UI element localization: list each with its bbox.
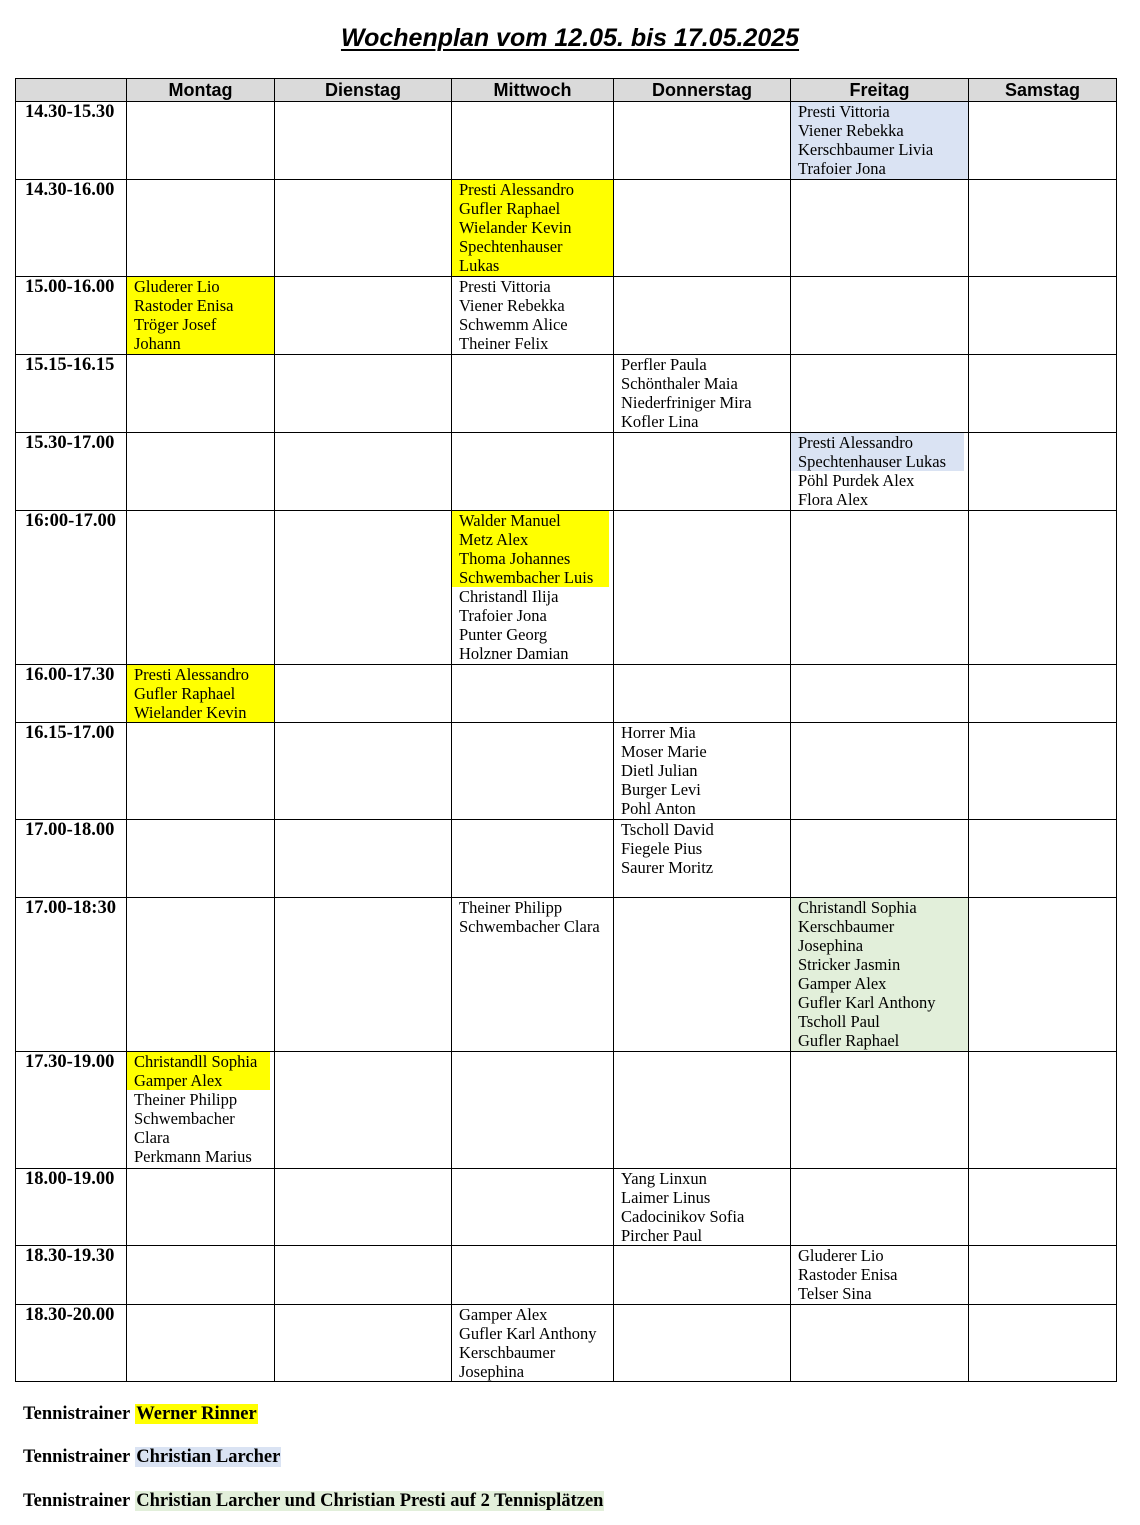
- participant-name: Viener Rebekka: [798, 121, 904, 140]
- schedule-cell-donnerstag: [614, 898, 791, 1052]
- schedule-cell-montag: [127, 820, 275, 898]
- participant-name: Gufler Raphael: [798, 1031, 900, 1050]
- schedule-cell-montag: [127, 1052, 275, 1169]
- schedule-cell-montag: [127, 1169, 275, 1246]
- schedule-cell-mittwoch: [452, 1246, 614, 1305]
- time-slot-label: 17.00-18:30: [16, 898, 127, 1052]
- participant-group: [452, 1305, 613, 1381]
- time-slot-label: 18.00-19.00: [16, 1169, 127, 1246]
- participant-name: Gufler Karl Anthony: [459, 1324, 597, 1343]
- participant-name: Thoma Johannes: [459, 549, 571, 568]
- schedule-cell-mittwoch: [452, 820, 614, 898]
- participant-name: Josephina: [459, 1362, 525, 1381]
- schedule-cell-montag: [127, 898, 275, 1052]
- schedule-cell-dienstag: [275, 1246, 452, 1305]
- participant-name: Gamper Alex: [134, 1071, 223, 1090]
- participant-name: Trafoier Jona: [459, 606, 547, 625]
- schedule-cell-freitag: [791, 511, 969, 665]
- schedule-cell-dienstag: [275, 1305, 452, 1382]
- participant-name: Horrer Mia: [621, 723, 696, 742]
- schedule-cell-freitag: [791, 355, 969, 433]
- participant-name: Schwembacher: [134, 1109, 235, 1128]
- time-slot-label: 16:00-17.00: [16, 511, 127, 665]
- schedule-cell-samstag: [969, 277, 1117, 355]
- schedule-cell-dienstag: [275, 898, 452, 1052]
- time-slot-label: 18.30-19.30: [16, 1246, 127, 1305]
- schedule-table: [15, 78, 1117, 1382]
- participant-name: Josephina: [798, 936, 864, 955]
- schedule-cell-dienstag: [275, 723, 452, 820]
- participant-name: Punter Georg: [459, 625, 548, 644]
- schedule-cell-montag: [127, 433, 275, 511]
- schedule-cell-dienstag: [275, 1169, 452, 1246]
- participant-name: Perfler Paula: [621, 355, 707, 374]
- schedule-cell-freitag: [791, 102, 969, 180]
- schedule-cell-samstag: [969, 433, 1117, 511]
- participant-name: Schwemm Alice: [459, 315, 568, 334]
- participant-name: Moser Marie: [621, 742, 707, 761]
- schedule-cell-samstag: [969, 820, 1117, 898]
- schedule-cell-freitag: [791, 433, 969, 511]
- participant-name: Fiegele Pius: [621, 839, 703, 858]
- schedule-cell-montag: [127, 102, 275, 180]
- participant-name: Laimer Linus: [621, 1188, 711, 1207]
- schedule-cell-donnerstag: [614, 1169, 791, 1246]
- participant-name: Gufler Raphael: [459, 199, 561, 218]
- schedule-cell-donnerstag: [614, 102, 791, 180]
- schedule-cell-freitag: [791, 180, 969, 277]
- participant-name: Kerschbaumer: [459, 1343, 556, 1362]
- schedule-cell-mittwoch: [452, 433, 614, 511]
- participant-name: Presti Alessandro: [134, 665, 250, 684]
- participant-name: Tscholl David: [621, 820, 714, 839]
- schedule-cell-mittwoch: [452, 1305, 614, 1382]
- participant-name: Gluderer Lio: [134, 277, 220, 296]
- participant-name: Gamper Alex: [798, 974, 887, 993]
- schedule-cell-samstag: [969, 102, 1117, 180]
- schedule-cell-dienstag: [275, 511, 452, 665]
- highlighted-group: [791, 433, 964, 471]
- schedule-cell-mittwoch: [452, 1169, 614, 1246]
- participant-name: Walder Manuel: [459, 511, 561, 530]
- participant-name: Metz Alex: [459, 530, 529, 549]
- participant-group: [452, 277, 613, 353]
- time-slot-label: 17.00-18.00: [16, 820, 127, 898]
- participant-name: Presti Alessandro: [798, 433, 914, 452]
- participant-name: Trafoier Jona: [798, 159, 886, 178]
- schedule-cell-freitag: [791, 1305, 969, 1382]
- legend-label: Tennistrainer: [23, 1447, 131, 1467]
- participant-name: Cadocinikov Sofia: [621, 1207, 745, 1226]
- participant-name: Gufler Raphael: [134, 684, 236, 703]
- schedule-cell-montag: [127, 180, 275, 277]
- schedule-cell-donnerstag: [614, 433, 791, 511]
- schedule-cell-donnerstag: [614, 820, 791, 898]
- schedule-cell-samstag: [969, 180, 1117, 277]
- highlighted-group: [127, 277, 274, 354]
- schedule-cell-donnerstag: [614, 1305, 791, 1382]
- highlighted-group: [127, 1052, 270, 1090]
- schedule-cell-montag: [127, 355, 275, 433]
- schedule-cell-samstag: [969, 511, 1117, 665]
- participant-group: [127, 1090, 274, 1166]
- participant-group: [791, 471, 968, 509]
- participant-name: Burger Levi: [621, 780, 701, 799]
- schedule-cell-samstag: [969, 1169, 1117, 1246]
- participant-name: Yang Linxun: [621, 1169, 707, 1188]
- header-day-donnerstag: Donnerstag: [614, 79, 791, 102]
- schedule-cell-freitag: [791, 665, 969, 723]
- schedule-cell-samstag: [969, 355, 1117, 433]
- participant-name: Holzner Damian: [459, 644, 569, 663]
- schedule-cell-montag: [127, 1246, 275, 1305]
- schedule-cell-mittwoch: [452, 180, 614, 277]
- schedule-cell-dienstag: [275, 277, 452, 355]
- schedule-cell-dienstag: [275, 355, 452, 433]
- participant-name: Niederfriniger Mira: [621, 393, 752, 412]
- participant-group: [452, 898, 613, 936]
- schedule-cell-mittwoch: [452, 277, 614, 355]
- header-day-dienstag: Dienstag: [275, 79, 452, 102]
- participant-name: Dietl Julian: [621, 761, 698, 780]
- time-slot-label: 16.15-17.00: [16, 723, 127, 820]
- highlighted-group: [452, 511, 609, 587]
- schedule-cell-donnerstag: [614, 1052, 791, 1169]
- page-title-container: [0, 23, 1140, 53]
- time-slot-label: 15.30-17.00: [16, 433, 127, 511]
- participant-group: [452, 587, 613, 663]
- schedule-cell-freitag: [791, 1052, 969, 1169]
- participant-group: [614, 1169, 790, 1245]
- header-time-column: [16, 79, 127, 102]
- participant-name: Kerschbaumer Livia: [798, 140, 934, 159]
- participant-name: Pohl Anton: [621, 799, 696, 818]
- participant-name: Theiner Felix: [459, 334, 549, 353]
- schedule-cell-donnerstag: [614, 355, 791, 433]
- legend-label: Tennistrainer: [23, 1404, 131, 1424]
- schedule-cell-dienstag: [275, 820, 452, 898]
- schedule-cell-mittwoch: [452, 898, 614, 1052]
- schedule-cell-montag: [127, 277, 275, 355]
- schedule-cell-dienstag: [275, 180, 452, 277]
- participant-group: [614, 723, 790, 818]
- participant-name: Schwembacher Clara: [459, 917, 600, 936]
- schedule-cell-donnerstag: [614, 723, 791, 820]
- schedule-cell-mittwoch: [452, 723, 614, 820]
- header-day-montag: Montag: [127, 79, 275, 102]
- schedule-cell-freitag: [791, 1169, 969, 1246]
- schedule-cell-dienstag: [275, 665, 452, 723]
- participant-name: Christandl Sophia: [798, 898, 917, 917]
- legend-row-larcher-presti: [23, 1490, 604, 1512]
- participant-name: Pöhl Purdek Alex: [798, 471, 915, 490]
- time-slot-label: 18.30-20.00: [16, 1305, 127, 1382]
- participant-name: Pircher Paul: [621, 1226, 703, 1245]
- participant-name: Wielander Kevin: [134, 703, 247, 722]
- schedule-cell-freitag: [791, 1246, 969, 1305]
- participant-name: Wielander Kevin: [459, 218, 572, 237]
- highlighted-group: [791, 102, 968, 179]
- schedule-cell-donnerstag: [614, 511, 791, 665]
- schedule-cell-mittwoch: [452, 511, 614, 665]
- schedule-cell-mittwoch: [452, 355, 614, 433]
- participant-name: Kofler Lina: [621, 412, 699, 431]
- schedule-cell-montag: [127, 723, 275, 820]
- participant-name: Flora Alex: [798, 490, 869, 509]
- schedule-cell-donnerstag: [614, 277, 791, 355]
- schedule-cell-montag: [127, 665, 275, 723]
- participant-name: Presti Vittoria: [459, 277, 551, 296]
- participant-name: Rastoder Enisa: [798, 1265, 898, 1284]
- highlighted-group: [127, 665, 274, 722]
- participant-group: [614, 355, 790, 431]
- participant-name: Saurer Moritz: [621, 858, 714, 877]
- time-slot-label: 15.15-16.15: [16, 355, 127, 433]
- page-title: Wochenplan vom 12.05. bis 17.05.2025: [340, 24, 800, 52]
- schedule-cell-freitag: [791, 277, 969, 355]
- schedule-cell-dienstag: [275, 433, 452, 511]
- participant-name: Presti Alessandro: [459, 180, 575, 199]
- participant-name: Telser Sina: [798, 1284, 872, 1303]
- schedule-cell-mittwoch: [452, 1052, 614, 1169]
- participant-name: Spechtenhauser Lukas: [798, 452, 946, 471]
- legend-trainer-name: Christian Larcher und Christian Presti auf 2 Tennisplätzen: [136, 1491, 604, 1511]
- header-day-mittwoch: Mittwoch: [452, 79, 614, 102]
- schedule-cell-donnerstag: [614, 180, 791, 277]
- participant-name: Presti Vittoria: [798, 102, 890, 121]
- time-slot-label: 17.30-19.00: [16, 1052, 127, 1169]
- schedule-cell-samstag: [969, 665, 1117, 723]
- highlighted-group: [452, 180, 613, 276]
- time-slot-label: 14.30-16.00: [16, 180, 127, 277]
- schedule-cell-freitag: [791, 898, 969, 1052]
- schedule-cell-samstag: [969, 898, 1117, 1052]
- schedule-cell-donnerstag: [614, 1246, 791, 1305]
- highlighted-group: [791, 898, 968, 1051]
- header-day-freitag: Freitag: [791, 79, 969, 102]
- schedule-cell-freitag: [791, 820, 969, 898]
- participant-name: Tscholl Paul: [798, 1012, 880, 1031]
- participant-name: Spechtenhauser: [459, 237, 563, 256]
- schedule-cell-samstag: [969, 1305, 1117, 1382]
- participant-name: Stricker Jasmin: [798, 955, 901, 974]
- participant-name: Schwembacher Luis: [459, 568, 594, 587]
- header-day-samstag: Samstag: [969, 79, 1117, 102]
- schedule-cell-samstag: [969, 723, 1117, 820]
- schedule-cell-dienstag: [275, 1052, 452, 1169]
- participant-name: Clara: [134, 1128, 170, 1147]
- participant-name: Tröger Josef: [134, 315, 217, 334]
- participant-name: Rastoder Enisa: [134, 296, 234, 315]
- schedule-cell-mittwoch: [452, 665, 614, 723]
- participant-name: Kerschbaumer: [798, 917, 895, 936]
- legend-trainer-name: Christian Larcher: [136, 1447, 281, 1467]
- time-slot-label: 16.00-17.30: [16, 665, 127, 723]
- legend-label: Tennistrainer: [23, 1491, 131, 1511]
- legend-row-rinner: [23, 1403, 258, 1425]
- participant-group: [791, 1246, 968, 1303]
- legend-row-larcher: [23, 1446, 281, 1468]
- legend-trainer-name: Werner Rinner: [136, 1404, 257, 1424]
- participant-name: Viener Rebekka: [459, 296, 565, 315]
- schedule-cell-montag: [127, 1305, 275, 1382]
- participant-name: Perkmann Marius: [134, 1147, 252, 1166]
- participant-name: Gufler Karl Anthony: [798, 993, 936, 1012]
- participant-name: Christandll Sophia: [134, 1052, 258, 1071]
- participant-name: Gluderer Lio: [798, 1246, 884, 1265]
- participant-name: Johann: [134, 334, 181, 353]
- schedule-cell-mittwoch: [452, 102, 614, 180]
- time-slot-label: 15.00-16.00: [16, 277, 127, 355]
- schedule-cell-montag: [127, 511, 275, 665]
- schedule-cell-freitag: [791, 723, 969, 820]
- participant-name: Gamper Alex: [459, 1305, 548, 1324]
- participant-name: Theiner Philipp: [459, 898, 563, 917]
- participant-name: Christandl Ilija: [459, 587, 559, 606]
- schedule-cell-dienstag: [275, 102, 452, 180]
- participant-group: [614, 820, 790, 877]
- schedule-cell-samstag: [969, 1246, 1117, 1305]
- schedule-cell-donnerstag: [614, 665, 791, 723]
- participant-name: Lukas: [459, 256, 500, 275]
- time-slot-label: 14.30-15.30: [16, 102, 127, 180]
- participant-name: Schönthaler Maia: [621, 374, 738, 393]
- participant-name: Theiner Philipp: [134, 1090, 238, 1109]
- schedule-cell-samstag: [969, 1052, 1117, 1169]
